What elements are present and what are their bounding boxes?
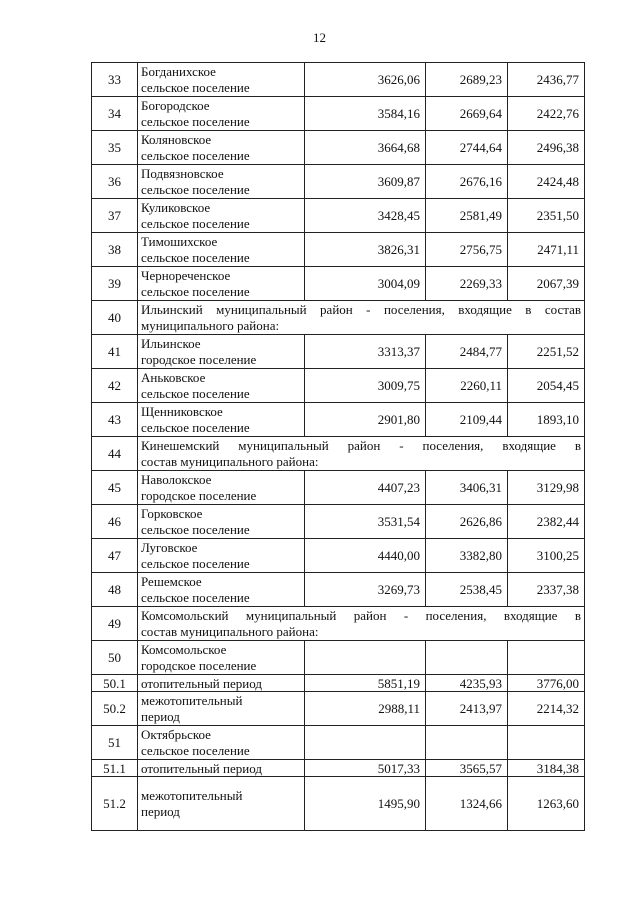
value-cell-1: 3664,68 <box>305 131 426 165</box>
tariff-table-body <box>92 63 585 831</box>
settlement-name <box>138 692 305 726</box>
value-cell-2 <box>426 641 508 675</box>
tariff-table <box>91 62 585 831</box>
value-cell-1: 3609,87 <box>305 165 426 199</box>
settlement-name-line: период <box>141 708 180 724</box>
value-cell-3 <box>508 726 585 760</box>
settlement-name <box>138 199 305 233</box>
district-header-line: состав муниципального района: <box>141 623 319 639</box>
value-cell-2 <box>426 726 508 760</box>
value-cell-3: 2337,38 <box>508 573 585 607</box>
settlement-name <box>138 403 305 437</box>
settlement-name <box>138 505 305 539</box>
district-header <box>138 607 585 641</box>
settlement-name-line: Тимошихское <box>141 234 218 249</box>
settlement-name <box>138 267 305 301</box>
table-row <box>92 675 585 692</box>
value-cell-3: 2424,48 <box>508 165 585 199</box>
value-cell-3: 2351,50 <box>508 199 585 233</box>
settlement-name-line: период <box>141 803 180 819</box>
settlement-name <box>138 675 305 692</box>
value-cell-3: 3776,00 <box>508 675 585 692</box>
settlement-name <box>138 131 305 165</box>
table-row <box>92 539 585 573</box>
value-cell-2: 2581,49 <box>426 199 508 233</box>
value-cell-1: 2988,11 <box>305 692 426 726</box>
value-cell-3: 2251,52 <box>508 335 585 369</box>
settlement-name <box>138 760 305 777</box>
settlement-name <box>138 573 305 607</box>
value-cell-1: 3313,37 <box>305 335 426 369</box>
settlement-name-line: сельское поселение <box>141 521 250 537</box>
value-cell-3: 2054,45 <box>508 369 585 403</box>
settlement-name <box>138 369 305 403</box>
table-row <box>92 131 585 165</box>
value-cell-2: 1324,66 <box>426 777 508 831</box>
settlement-name-line: Чернореченское <box>141 268 231 283</box>
settlement-name-line: Наволокское <box>141 472 212 487</box>
settlement-name <box>138 539 305 573</box>
value-cell-3: 3184,38 <box>508 760 585 777</box>
table-row <box>92 726 585 760</box>
table-row <box>92 63 585 97</box>
value-cell-2: 2484,77 <box>426 335 508 369</box>
value-cell-3: 2067,39 <box>508 267 585 301</box>
table-row <box>92 505 585 539</box>
page-number: 12 <box>313 30 326 45</box>
district-header <box>138 301 585 335</box>
value-cell-1: 3009,75 <box>305 369 426 403</box>
row-number: 46 <box>92 505 138 539</box>
value-cell-2: 2109,44 <box>426 403 508 437</box>
row-number: 43 <box>92 403 138 437</box>
settlement-name-line: сельское поселение <box>141 113 250 129</box>
settlement-name-line: сельское поселение <box>141 742 250 758</box>
value-cell-3: 2496,38 <box>508 131 585 165</box>
value-cell-1: 5851,19 <box>305 675 426 692</box>
settlement-name-line: сельское поселение <box>141 385 250 401</box>
row-number: 51 <box>92 726 138 760</box>
row-number: 47 <box>92 539 138 573</box>
value-cell-2: 2669,64 <box>426 97 508 131</box>
value-cell-1: 1495,90 <box>305 777 426 831</box>
settlement-name-line: Ильинское <box>141 336 201 351</box>
value-cell-2: 3382,80 <box>426 539 508 573</box>
settlement-name-line: сельское поселение <box>141 555 250 571</box>
row-number: 44 <box>92 437 138 471</box>
district-header-line: состав муниципального района: <box>141 453 319 469</box>
settlement-name-line: Октябрьское <box>141 727 211 742</box>
value-cell-2: 2626,86 <box>426 505 508 539</box>
row-number: 42 <box>92 369 138 403</box>
settlement-name <box>138 726 305 760</box>
value-cell-2: 2744,64 <box>426 131 508 165</box>
settlement-name <box>138 63 305 97</box>
settlement-name-line: Богданихское <box>141 64 216 79</box>
row-number: 49 <box>92 607 138 641</box>
value-cell-1: 4440,00 <box>305 539 426 573</box>
value-cell-1: 3531,54 <box>305 505 426 539</box>
row-number: 41 <box>92 335 138 369</box>
settlement-name-line: межотопительный <box>141 693 243 708</box>
district-header-line: Ильинский муниципальный район - поселения, входящие в состав <box>141 302 581 317</box>
settlement-name-line: сельское поселение <box>141 215 250 231</box>
row-number: 51.2 <box>92 777 138 831</box>
settlement-name-line: межотопительный <box>141 788 243 803</box>
settlement-name-line: Комсомольское <box>141 642 227 657</box>
value-cell-1: 3269,73 <box>305 573 426 607</box>
value-cell-1: 2901,80 <box>305 403 426 437</box>
settlement-name-line: городское поселение <box>141 487 257 503</box>
settlement-name <box>138 233 305 267</box>
settlement-name <box>138 641 305 675</box>
table-row <box>92 471 585 505</box>
value-cell-2: 2269,33 <box>426 267 508 301</box>
table-row <box>92 403 585 437</box>
settlement-name-line: Богородское <box>141 98 210 113</box>
row-number: 36 <box>92 165 138 199</box>
settlement-name-line: сельское поселение <box>141 283 250 299</box>
table-section-row <box>92 301 585 335</box>
value-cell-1 <box>305 726 426 760</box>
settlement-name <box>138 97 305 131</box>
district-header-line: Комсомольский муниципальный район - поселения, входящие в <box>141 608 581 623</box>
settlement-name-line: Подвязновское <box>141 166 224 181</box>
table-row <box>92 165 585 199</box>
value-cell-3: 3129,98 <box>508 471 585 505</box>
row-number: 38 <box>92 233 138 267</box>
value-cell-2: 2756,75 <box>426 233 508 267</box>
value-cell-1: 5017,33 <box>305 760 426 777</box>
value-cell-2: 2689,23 <box>426 63 508 97</box>
value-cell-1: 3584,16 <box>305 97 426 131</box>
settlement-name-line: сельское поселение <box>141 181 250 197</box>
settlement-name-line: Решемское <box>141 574 202 589</box>
value-cell-1: 3004,09 <box>305 267 426 301</box>
value-cell-2: 2260,11 <box>426 369 508 403</box>
value-cell-3 <box>508 641 585 675</box>
value-cell-1: 3428,45 <box>305 199 426 233</box>
value-cell-1: 4407,23 <box>305 471 426 505</box>
value-cell-2: 4235,93 <box>426 675 508 692</box>
value-cell-3: 2436,77 <box>508 63 585 97</box>
table-row <box>92 267 585 301</box>
settlement-name <box>138 165 305 199</box>
value-cell-2: 2413,97 <box>426 692 508 726</box>
table-row <box>92 573 585 607</box>
settlement-name-line: сельское поселение <box>141 419 250 435</box>
row-number: 50.1 <box>92 675 138 692</box>
value-cell-2: 2676,16 <box>426 165 508 199</box>
table-row <box>92 692 585 726</box>
value-cell-3: 2471,11 <box>508 233 585 267</box>
value-cell-2: 3565,57 <box>426 760 508 777</box>
row-number: 50 <box>92 641 138 675</box>
settlement-name-line: Щенниковское <box>141 404 223 419</box>
table-row <box>92 760 585 777</box>
value-cell-3: 3100,25 <box>508 539 585 573</box>
settlement-name-line: Куликовское <box>141 200 211 215</box>
settlement-name <box>138 471 305 505</box>
settlement-name <box>138 335 305 369</box>
table-row <box>92 233 585 267</box>
value-cell-3: 2382,44 <box>508 505 585 539</box>
settlement-name-line: отопительный период <box>141 675 262 691</box>
value-cell-3: 1893,10 <box>508 403 585 437</box>
district-header-line: муниципального района: <box>141 317 280 333</box>
value-cell-3: 2214,32 <box>508 692 585 726</box>
settlement-name-line: Луговское <box>141 540 198 555</box>
row-number: 48 <box>92 573 138 607</box>
row-number: 50.2 <box>92 692 138 726</box>
table-row <box>92 369 585 403</box>
table-section-row <box>92 437 585 471</box>
row-number: 37 <box>92 199 138 233</box>
table-row <box>92 97 585 131</box>
row-number: 34 <box>92 97 138 131</box>
table-section-row <box>92 607 585 641</box>
settlement-name-line: сельское поселение <box>141 147 250 163</box>
settlement-name-line: Горковское <box>141 506 203 521</box>
row-number: 35 <box>92 131 138 165</box>
district-header-line: Кинешемский муниципальный район - поселения, входящие в <box>141 438 581 453</box>
settlement-name-line: сельское поселение <box>141 79 250 95</box>
settlement-name-line: сельское поселение <box>141 249 250 265</box>
value-cell-2: 3406,31 <box>426 471 508 505</box>
row-number: 51.1 <box>92 760 138 777</box>
row-number: 45 <box>92 471 138 505</box>
settlement-name-line: Аньковское <box>141 370 206 385</box>
table-row <box>92 335 585 369</box>
table-row <box>92 199 585 233</box>
value-cell-1 <box>305 641 426 675</box>
row-number: 39 <box>92 267 138 301</box>
value-cell-3: 1263,60 <box>508 777 585 831</box>
table-row <box>92 777 585 831</box>
settlement-name-line: сельское поселение <box>141 589 250 605</box>
value-cell-3: 2422,76 <box>508 97 585 131</box>
settlement-name <box>138 777 305 831</box>
value-cell-1: 3626,06 <box>305 63 426 97</box>
settlement-name-line: городское поселение <box>141 351 257 367</box>
table-row <box>92 641 585 675</box>
district-header <box>138 437 585 471</box>
settlement-name-line: Коляновское <box>141 132 212 147</box>
settlement-name-line: городское поселение <box>141 657 257 673</box>
row-number: 33 <box>92 63 138 97</box>
row-number: 40 <box>92 301 138 335</box>
value-cell-1: 3826,31 <box>305 233 426 267</box>
settlement-name-line: отопительный период <box>141 760 262 776</box>
value-cell-2: 2538,45 <box>426 573 508 607</box>
